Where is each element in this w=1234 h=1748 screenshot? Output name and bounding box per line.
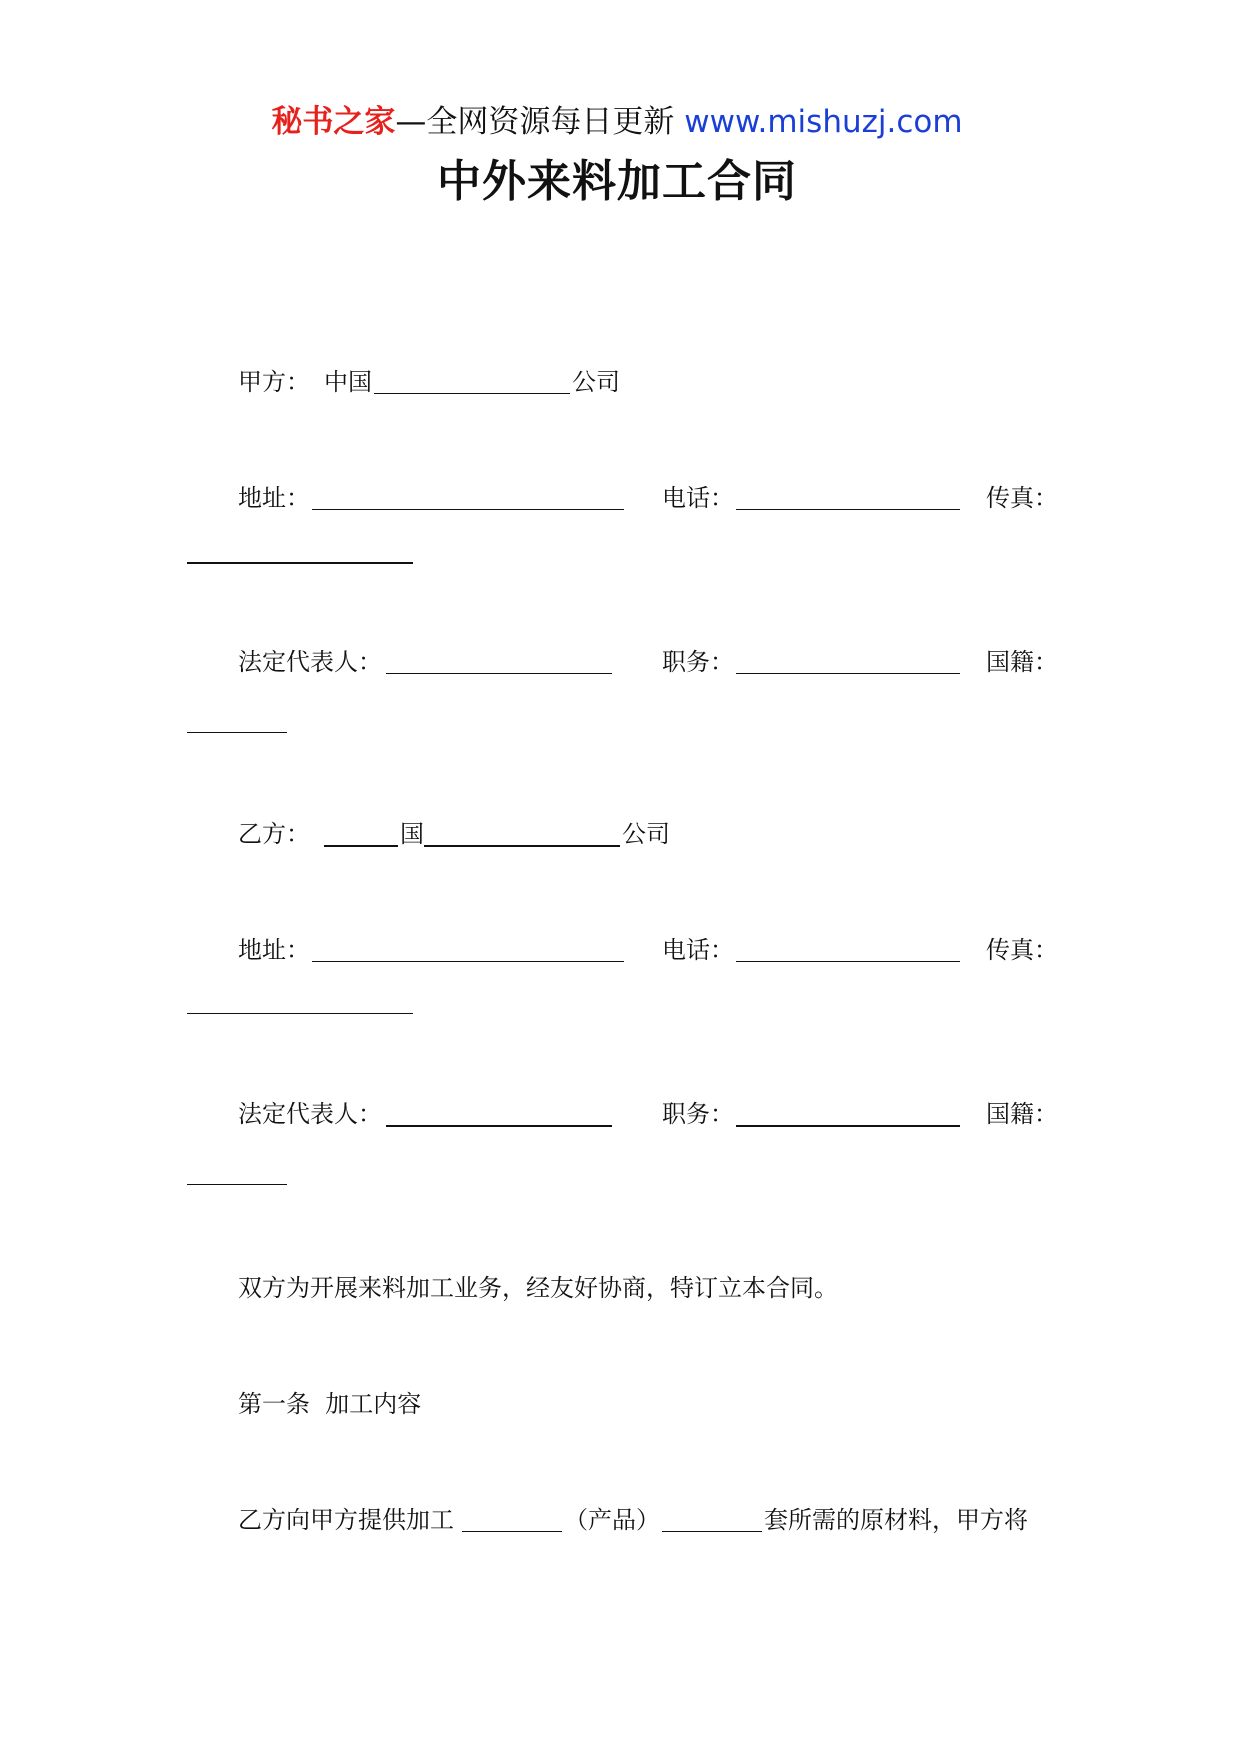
party-b-phone-label: 电话：: [662, 936, 734, 964]
party-b-nationality-label: 国籍：: [986, 1100, 1058, 1128]
party-a-company-blank[interactable]: [374, 393, 570, 394]
party-b-fax-label: 传真：: [986, 936, 1058, 964]
party-a-contact-line: [0, 478, 1234, 518]
party-b-country-blank[interactable]: [324, 845, 398, 847]
party-a-label: 甲方：: [238, 368, 310, 396]
party-a-phone-blank[interactable]: [736, 509, 960, 510]
header-tagline: —全网资源每日更新: [395, 104, 675, 140]
party-b-rep-label: 法定代表人：: [238, 1100, 382, 1128]
article-1-text-1: 乙方向甲方提供加工: [238, 1506, 454, 1534]
party-b-label: 乙方：: [238, 820, 310, 848]
site-header: [0, 100, 1234, 144]
party-a-phone-label: 电话：: [662, 484, 734, 512]
party-b-line: [0, 814, 1234, 854]
article-1-heading: 第一条 加工内容: [238, 1390, 422, 1418]
party-b-country-suffix: 国: [400, 820, 424, 848]
party-b-fax-blank[interactable]: [187, 1013, 413, 1014]
party-a-nationality-blank[interactable]: [187, 732, 287, 733]
party-b-rep-line: [0, 1094, 1234, 1134]
party-b-company-blank[interactable]: [424, 845, 620, 847]
party-a-address-label: 地址：: [238, 484, 310, 512]
party-b-position-blank[interactable]: [736, 1125, 960, 1127]
article-1-text-line: [0, 1500, 1234, 1540]
document-title: 中外来料加工合同: [437, 156, 797, 207]
party-a-position-blank[interactable]: [736, 673, 960, 674]
party-b-nationality-blank[interactable]: [187, 1184, 287, 1185]
party-b-position-label: 职务：: [662, 1100, 734, 1128]
article-1-text-3: 套所需的原材料，甲方将: [764, 1506, 1028, 1534]
party-b-company-suffix: 公司: [622, 820, 670, 848]
article-1-quantity-blank[interactable]: [662, 1531, 762, 1532]
intro-text: 双方为开展来料加工业务，经友好协商，特订立本合同。: [238, 1274, 838, 1302]
party-a-rep-blank[interactable]: [386, 673, 612, 674]
article-1-product-blank[interactable]: [462, 1531, 562, 1532]
party-a-line: [0, 362, 1234, 402]
party-b-phone-blank[interactable]: [736, 961, 960, 962]
intro-paragraph: [0, 1268, 1234, 1308]
brand-name: 秘书之家: [271, 104, 396, 140]
party-a-position-label: 职务：: [662, 648, 734, 676]
party-a-nationality-label: 国籍：: [986, 648, 1058, 676]
article-1-heading-line: [0, 1384, 1234, 1424]
party-a-rep-line: [0, 642, 1234, 682]
party-a-company-suffix: 公司: [572, 368, 620, 396]
article-1-text-2: （产品）: [564, 1506, 660, 1534]
party-a-rep-label: 法定代表人：: [238, 648, 382, 676]
party-b-contact-line: [0, 930, 1234, 970]
party-b-address-label: 地址：: [238, 936, 310, 964]
party-b-address-blank[interactable]: [312, 961, 624, 962]
party-a-fax-label: 传真：: [986, 484, 1058, 512]
party-a-address-blank[interactable]: [312, 509, 624, 510]
party-a-country: 中国: [324, 368, 372, 396]
site-url[interactable]: www.mishuzj.com: [684, 104, 963, 140]
party-b-rep-blank[interactable]: [386, 1125, 612, 1127]
party-a-fax-blank[interactable]: [187, 562, 413, 564]
